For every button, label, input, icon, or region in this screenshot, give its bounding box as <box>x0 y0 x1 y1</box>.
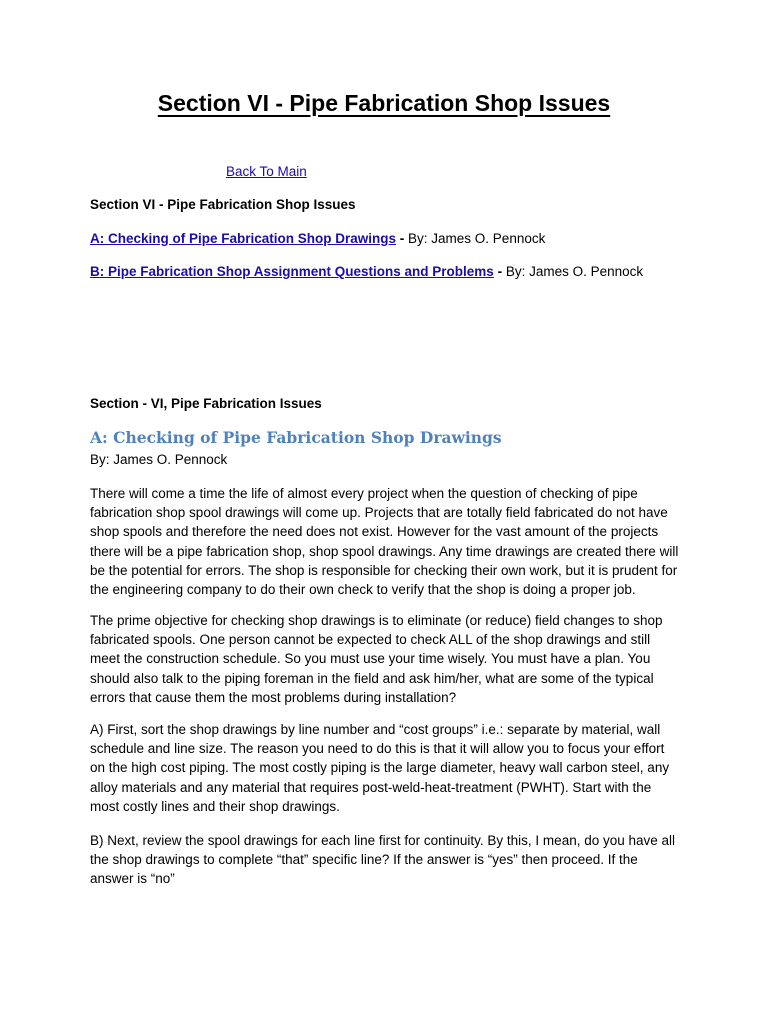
section-label: Section - VI, Pipe Fabrication Issues <box>90 396 322 411</box>
toc-separator: - <box>396 231 409 246</box>
toc-author: By: James O. Pennock <box>408 231 546 246</box>
subsection-title: A: Checking of Pipe Fabrication Shop Drawings <box>90 428 502 447</box>
section-heading: Section VI - Pipe Fabrication Shop Issues <box>90 197 356 212</box>
paragraph-3: A) First, sort the shop drawings by line number and “cost groups” i.e.: separate by material, wall schedule and line size. The reason you need to do this is that it will allow you to focus your effort on the high cost piping. The most costly piping is the large diameter, heavy wall carbon steel, any alloy materials and any material that requires post-weld-heat-treatment (PWHT). Start with the most costly lines and their shop drawings. <box>90 722 670 814</box>
paragraph-4: B) Next, review the spool drawings for each line first for continuity. By this, I mean, do you have all the shop drawings to complete “that” specific line? If the answer is “yes” then proceed. If the answer is “no” <box>90 833 676 887</box>
page-title: Section VI - Pipe Fabrication Shop Issues <box>157 90 611 116</box>
paragraph-1: There will come a time the life of almost every project when the question of checking of pipe fabrication shop spool drawings will come up. Projects that are totally field fabricated do not have shop spools and therefore the need does not exist. However for the vast amount of the projects there will be a pipe fabrication shop, shop spool drawings. Any time drawings are created there will be the potential for errors. The shop is responsible for checking their own work, but it is prudent for the engineering company to do their own check to verify that the shop is doing a proper job. <box>90 486 679 598</box>
back-to-main-link[interactable]: Back To Main <box>226 164 307 179</box>
toc-author: By: James O. Pennock <box>505 264 644 279</box>
paragraph-2: The prime objective for checking shop drawings is to eliminate (or reduce) field changes to shop fabricated spools. One person cannot be expected to check ALL of the shop drawings and still meet the construction schedule. So you must use your time wisely. You must have a plan. You should also talk to the piping foreman in the field and ask him/her, what are some of the typical errors that cause them the most problems during installation? <box>90 613 663 705</box>
toc-link-b[interactable]: B: Pipe Fabrication Shop Assignment Questions and Problems <box>90 264 494 279</box>
toc-separator: - <box>493 264 506 279</box>
toc-link-a[interactable]: A: Checking of Pipe Fabrication Shop Drawings <box>90 231 397 246</box>
toc-entry-a <box>90 231 545 246</box>
byline: By: James O. Pennock <box>90 452 228 467</box>
toc-entry-b <box>90 264 643 279</box>
